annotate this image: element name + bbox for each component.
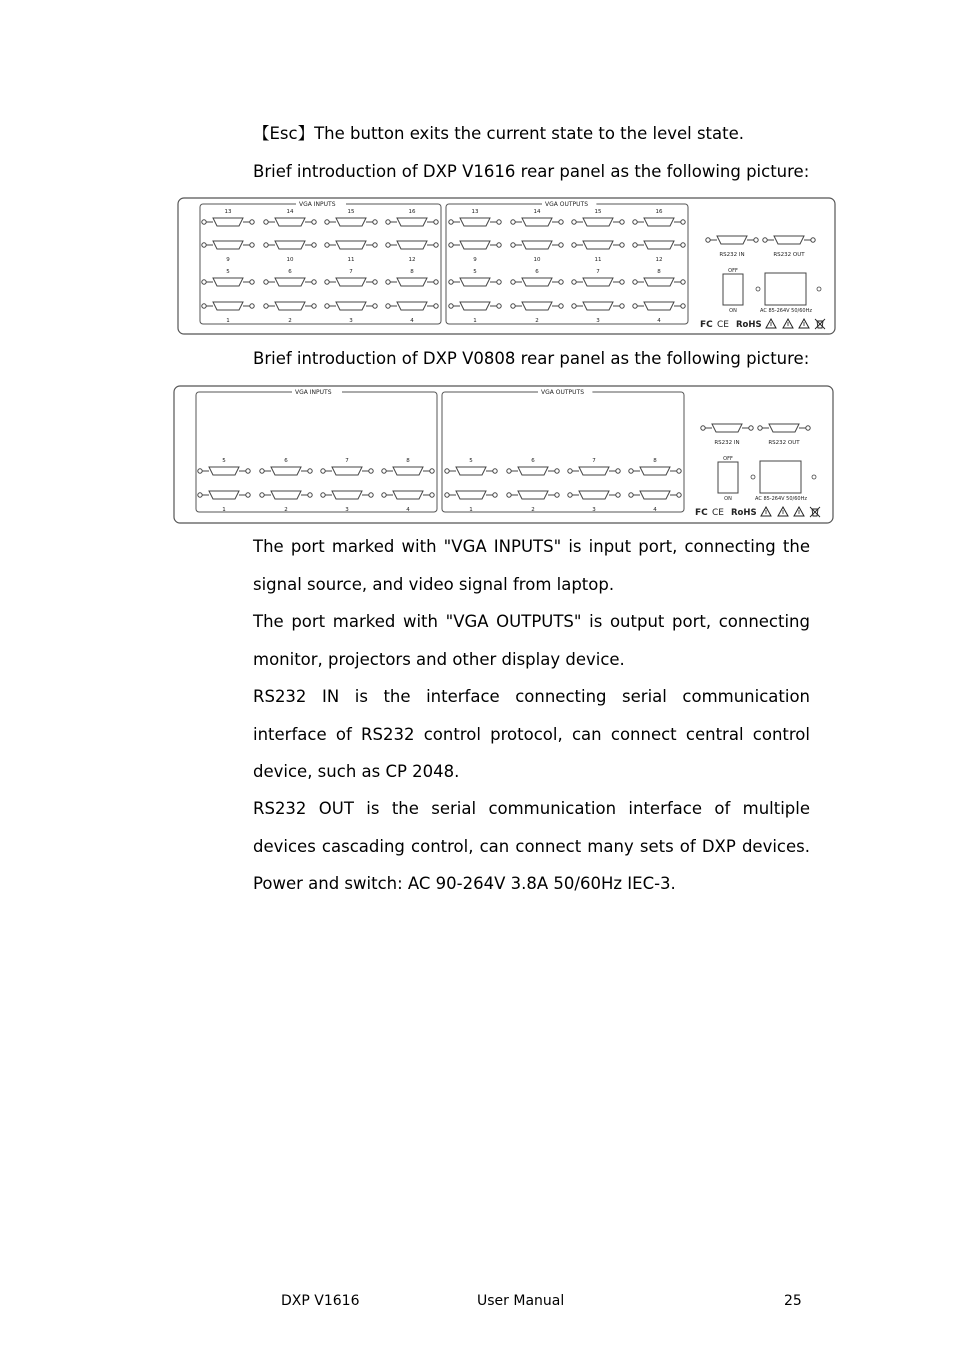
- port-number-label: 6: [531, 458, 535, 464]
- port-number-label: 3: [596, 318, 600, 324]
- ce-mark: CE: [712, 508, 724, 518]
- port-number-label: 6: [284, 458, 288, 464]
- rs232-in-label: RS232 IN: [719, 252, 745, 258]
- port-number-label: 1: [469, 507, 473, 513]
- footer-title: User Manual: [477, 1293, 565, 1309]
- rear-panel-v1616-drawing: [177, 197, 836, 335]
- port-number-label: 2: [288, 318, 292, 324]
- fc-mark: FC: [695, 508, 708, 518]
- port-number-label: 3: [349, 318, 353, 324]
- port-number-label: 4: [406, 507, 410, 513]
- rohs-mark: RoHS: [731, 508, 757, 518]
- panel-outline: [174, 386, 833, 523]
- power-inlet-icon: [760, 461, 801, 493]
- port-number-label: 4: [657, 318, 661, 324]
- rohs-mark: RoHS: [736, 320, 762, 330]
- power-on-label: ON: [729, 308, 737, 314]
- port-number-label: 3: [345, 507, 349, 513]
- port-number-label: 2: [284, 507, 288, 513]
- port-number-label: 11: [347, 257, 355, 263]
- port-number-label: 8: [653, 458, 657, 464]
- power-off-label: OFF: [728, 268, 738, 274]
- port-number-label: 10: [286, 257, 294, 263]
- esc-paragraph: 【Esc】The button exits the current state to the level state.: [253, 124, 745, 143]
- rs232-out-paragraph: RS232 OUT is the serial communication interface of multiple devices cascading control, can connect many sets of DXP devices.: [253, 799, 810, 856]
- port-number-label: 6: [288, 269, 292, 275]
- power-on-label: ON: [724, 496, 732, 502]
- port-number-label: 16: [408, 209, 416, 215]
- power-inlet-icon: [765, 273, 806, 305]
- power-paragraph: Power and switch: AC 90-264V 3.8A 50/60Hz IEC-3.: [253, 874, 676, 893]
- port-number-label: 6: [535, 269, 539, 275]
- port-number-label: 8: [406, 458, 410, 464]
- port-number-label: 16: [655, 209, 663, 215]
- rs232-in-label: RS232 IN: [714, 440, 740, 446]
- vga-inputs-paragraph: The port marked with "VGA INPUTS" is input port, connecting the signal source, and video signal from laptop.: [253, 537, 810, 594]
- intro-v0808-paragraph: Brief introduction of DXP V0808 rear panel as the following picture:: [253, 349, 810, 368]
- port-number-label: 7: [596, 269, 600, 275]
- port-number-label: 9: [226, 257, 230, 263]
- port-number-label: 15: [594, 209, 602, 215]
- ac-rating-label: AC 85-264V 50/60Hz: [755, 496, 807, 502]
- port-number-label: 5: [473, 269, 477, 275]
- port-number-label: 5: [469, 458, 473, 464]
- port-number-label: 2: [535, 318, 539, 324]
- footer-page-number: 25: [784, 1293, 802, 1309]
- power-switch-icon: [723, 274, 743, 305]
- port-number-label: 4: [653, 507, 657, 513]
- port-number-label: 1: [226, 318, 230, 324]
- port-number-label: 8: [657, 269, 661, 275]
- group-label: VGA INPUTS: [299, 201, 336, 208]
- port-number-label: 3: [592, 507, 596, 513]
- port-number-label: 1: [222, 507, 226, 513]
- ac-rating-label: AC 85-264V 50/60Hz: [760, 308, 812, 314]
- power-off-label: OFF: [723, 456, 733, 462]
- port-number-label: 12: [408, 257, 416, 263]
- port-number-label: 7: [592, 458, 596, 464]
- port-number-label: 7: [345, 458, 349, 464]
- port-number-label: 13: [224, 209, 232, 215]
- port-number-label: 1: [473, 318, 477, 324]
- port-number-label: 8: [410, 269, 414, 275]
- port-number-label: 10: [533, 257, 541, 263]
- group-label: VGA OUTPUTS: [545, 201, 589, 208]
- port-number-label: 13: [471, 209, 479, 215]
- ce-mark: CE: [717, 320, 729, 330]
- port-number-label: 14: [286, 209, 294, 215]
- rs232-out-label: RS232 OUT: [768, 440, 800, 446]
- port-number-label: 9: [473, 257, 477, 263]
- group-label: VGA OUTPUTS: [541, 389, 585, 396]
- port-number-label: 7: [349, 269, 353, 275]
- power-switch-icon: [718, 462, 738, 493]
- port-number-label: 11: [594, 257, 602, 263]
- group-label: VGA INPUTS: [295, 389, 332, 396]
- footer-product: DXP V1616: [281, 1293, 360, 1309]
- port-number-label: 5: [226, 269, 230, 275]
- port-number-label: 14: [533, 209, 541, 215]
- port-number-label: 2: [531, 507, 535, 513]
- rs232-in-paragraph: RS232 IN is the interface connecting serial communication interface of RS232 control protocol, can connect central control device, such as CP 2048.: [253, 687, 810, 781]
- intro-v1616-paragraph: Brief introduction of DXP V1616 rear panel as the following picture:: [253, 162, 810, 181]
- port-number-label: 5: [222, 458, 226, 464]
- rear-panel-v0808-drawing: [173, 385, 834, 524]
- rs232-out-label: RS232 OUT: [773, 252, 805, 258]
- rear-panel-v0808-figure: [173, 385, 834, 524]
- port-number-label: 4: [410, 318, 414, 324]
- port-number-label: 15: [347, 209, 355, 215]
- rear-panel-v1616-figure: [177, 197, 836, 335]
- fc-mark: FC: [700, 320, 713, 330]
- vga-outputs-paragraph: The port marked with "VGA OUTPUTS" is output port, connecting monitor, projectors and other display device.: [253, 612, 810, 669]
- port-number-label: 12: [655, 257, 663, 263]
